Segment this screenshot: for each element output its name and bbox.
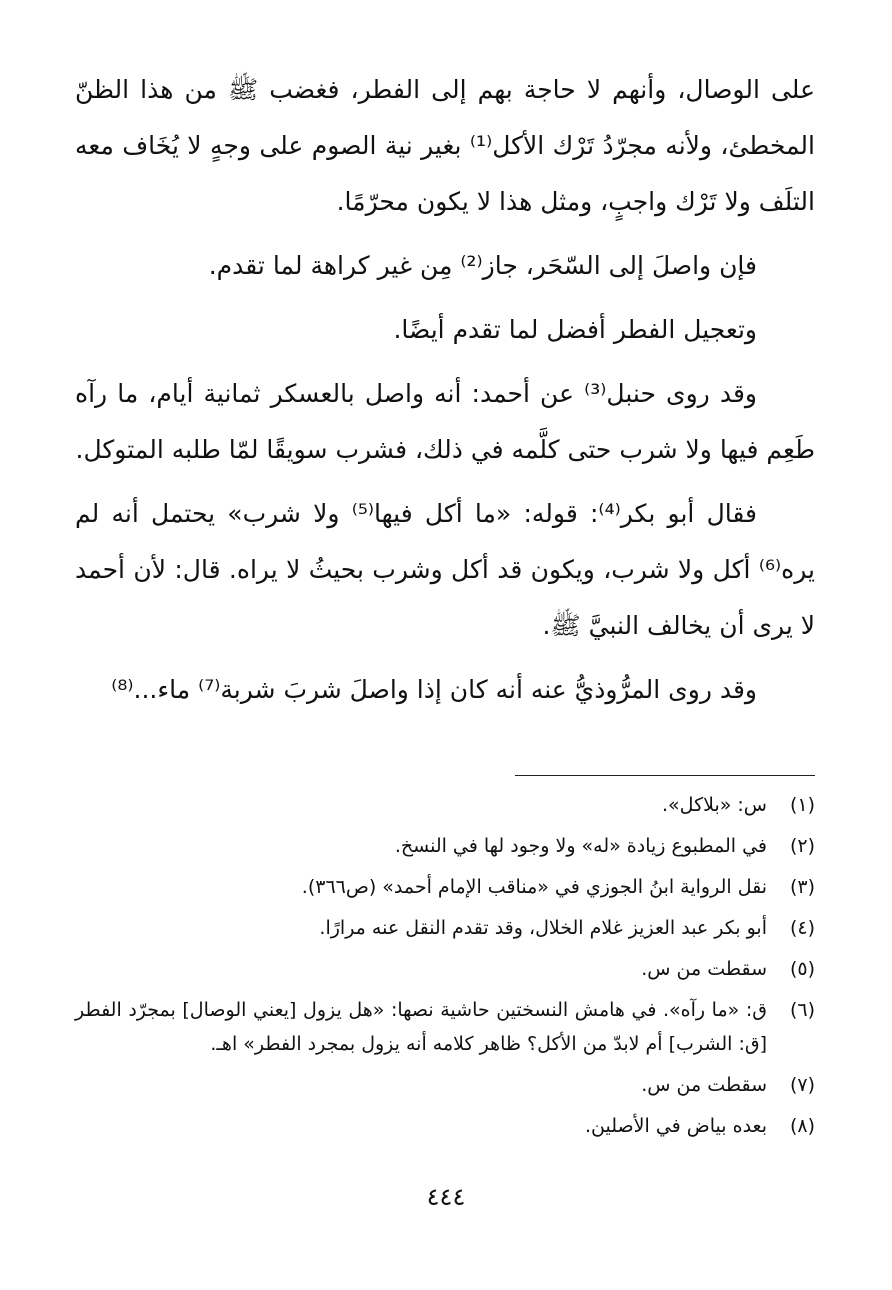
footnote-7 xyxy=(75,1068,815,1102)
footnotes xyxy=(75,788,815,1150)
footnote-text: في المطبوع زيادة «له» ولا وجود لها في النسخ. xyxy=(394,835,767,857)
footnote-6 xyxy=(75,993,815,1061)
footnote-divider xyxy=(515,775,815,776)
paragraph-4: وقد روى حنبل⁽³⁾ عن أحمد: أنه واصل بالعسكر ثمانية أيام، ما رآه طَعِم فيها ولا شرب حتى كلَّمه في ذلك، فشرب سويقًا لمّا طلبه المتوكل. xyxy=(75,379,815,464)
footnote-text: سقطت من س. xyxy=(641,958,767,980)
footnote-2 xyxy=(75,829,815,863)
paragraph-6: وقد روى المرُّوذيُّ عنه أنه كان إذا واصلَ شربَ شربة⁽⁷⁾ ماء...⁽⁸⁾ xyxy=(111,675,757,704)
paragraph-5: فقال أبو بكر⁽⁴⁾: قوله: «ما أكل فيها⁽⁵⁾ ولا شرب» يحتمل أنه لم يره⁽⁶⁾ أكل ولا شرب، ويكون قد أكل وشرب بحيثُ لا يراه. قال: لأن أحمد لا يرى أن يخالف النبيَّ ﷺ. xyxy=(75,499,815,640)
footnote-4 xyxy=(75,911,815,945)
footnote-1 xyxy=(75,788,815,822)
footnote-number: (٧) xyxy=(789,1074,815,1096)
footnote-text: ق: «ما رآه». في هامش النسختين حاشية نصها: «هل يزول [يعني الوصال] بمجرّد الفطر [ق: الشرب] أم لابدّ من الأكل؟ ظاهر كلامه أنه يزول بمجرد الفطر» اهـ. xyxy=(75,999,767,1055)
footnote-text: بعده بياض في الأصلين. xyxy=(585,1115,767,1137)
footnote-number: (٨) xyxy=(789,1115,815,1137)
page-number: ٤٤٤ xyxy=(426,1183,466,1211)
footnote-number: (٦) xyxy=(789,999,815,1021)
paragraph-2: فإن واصلَ إلى السّحَر، جاز⁽²⁾ مِن غير كراهة لما تقدم. xyxy=(208,251,757,280)
paragraph-3: وتعجيل الفطر أفضل لما تقدم أيضًا. xyxy=(393,315,757,344)
footnote-number: (٣) xyxy=(789,876,815,898)
footnote-text: س: «بلاكل». xyxy=(662,794,767,816)
footnote-5 xyxy=(75,952,815,986)
main-text xyxy=(75,62,815,726)
footnote-8 xyxy=(75,1109,815,1143)
paragraph-1: على الوصال، وأنهم لا حاجة بهم إلى الفطر، فغضب ﷺ من هذا الظنّ المخطئ، ولأنه مجرّدُ تَرْك الأكل⁽¹⁾ بغير نية الصوم على وجهٍ لا يُخَاف معه التلَف ولا تَرْك واجبٍ، ومثل هذا لا يكون محرّمًا. xyxy=(75,75,815,216)
footnote-text: أبو بكر عبد العزيز غلام الخلال، وقد تقدم النقل عنه مرارًا. xyxy=(319,917,767,939)
footnote-number: (٢) xyxy=(789,835,815,857)
footnote-text: نقل الرواية ابنُ الجوزي في «مناقب الإمام أحمد» (ص٣٦٦). xyxy=(301,876,767,898)
footnote-text: سقطت من س. xyxy=(641,1074,767,1096)
footnote-number: (٥) xyxy=(789,958,815,980)
footnote-number: (١) xyxy=(789,794,815,816)
footnote-number: (٤) xyxy=(789,917,815,939)
footnote-3 xyxy=(75,870,815,904)
